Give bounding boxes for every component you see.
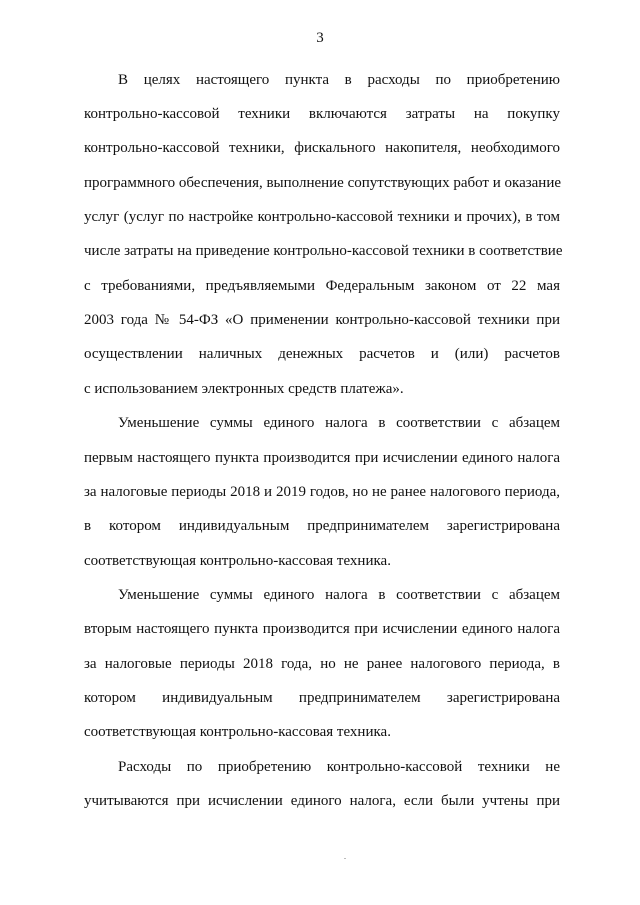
text-line: 2003 года № 54-ФЗ «О применении контрольно-кассовой техники при: [84, 312, 560, 328]
text-line: с требованиями, предъявляемыми Федеральным законом от 22 мая: [84, 278, 560, 294]
text-line: контрольно-кассовой техники включаются затраты на покупку: [84, 106, 560, 122]
text-line: за налоговые периоды 2018 и 2019 годов, но не ранее налогового периода,: [84, 484, 560, 500]
text-line: соответствующая контрольно-кассовая техника.: [84, 553, 391, 569]
text-line: вторым настоящего пункта производится при исчислении единого налога: [84, 621, 560, 637]
text-line: соответствующая контрольно-кассовая техника.: [84, 724, 391, 740]
text-line: с использованием электронных средств платежа».: [84, 381, 404, 397]
text-line: котором индивидуальным предпринимателем зарегистрирована: [84, 690, 560, 706]
text-line: числе затраты на приведение контрольно-кассовой техники в соответствие: [84, 243, 563, 259]
text-line: учитываются при исчислении единого налога, если были учтены при: [84, 793, 560, 809]
text-line: В целях настоящего пункта в расходы по приобретению: [118, 72, 560, 88]
scan-speck: [344, 858, 346, 859]
text-line: осуществлении наличных денежных расчетов и (или) расчетов: [84, 346, 560, 362]
text-line: программного обеспечения, выполнение сопутствующих работ и оказание: [84, 175, 562, 191]
text-line: первым настоящего пункта производится при исчислении единого налога: [84, 450, 560, 466]
text-line: за налоговые периоды 2018 года, но не ранее налогового периода, в: [84, 656, 560, 672]
text-line: Расходы по приобретению контрольно-кассовой техники не: [118, 759, 560, 775]
text-line: Уменьшение суммы единого налога в соответствии с абзацем: [118, 415, 560, 431]
text-line: услуг (услуг по настройке контрольно-кассовой техники и прочих), в том: [84, 209, 560, 225]
text-line: Уменьшение суммы единого налога в соответствии с абзацем: [118, 587, 560, 603]
text-line: в котором индивидуальным предпринимателем зарегистрирована: [84, 518, 560, 534]
page-number: 3: [316, 30, 324, 46]
text-line: контрольно-кассовой техники, фискального накопителя, необходимого: [84, 140, 560, 156]
